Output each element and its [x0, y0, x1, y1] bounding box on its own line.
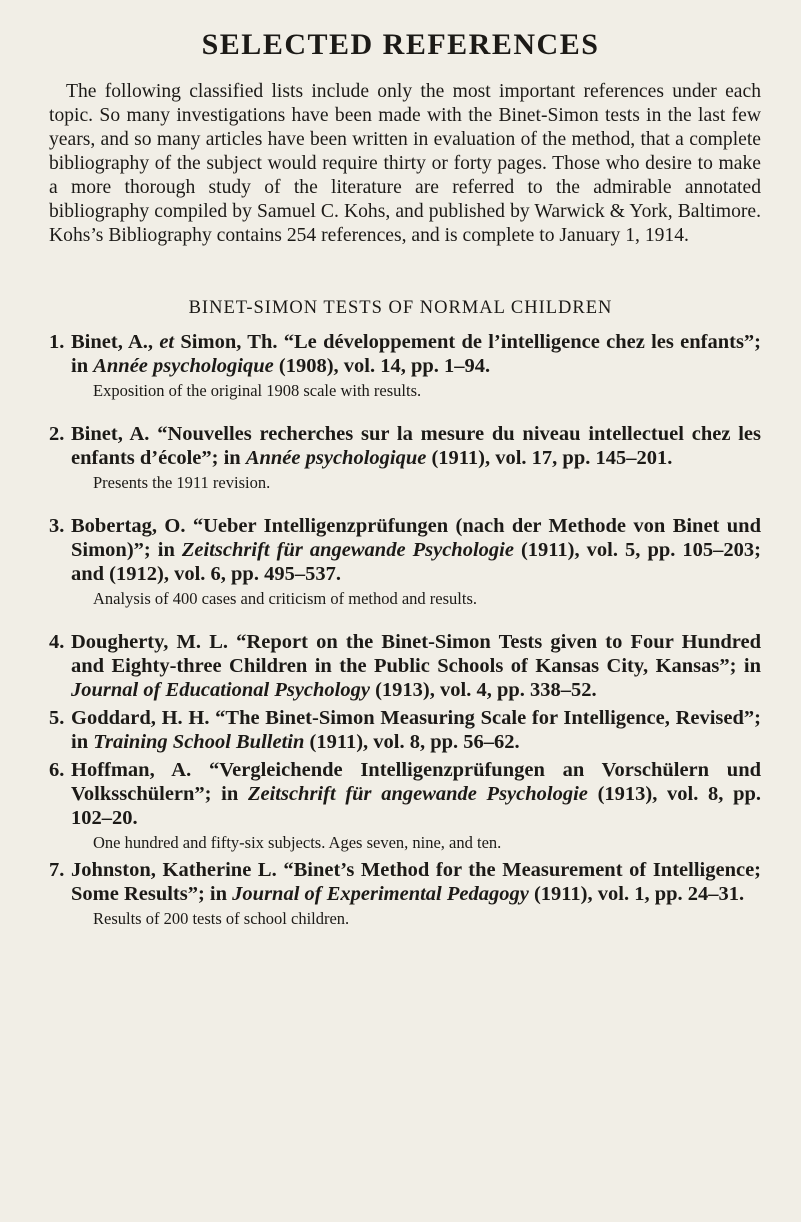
intro-paragraph: The following classified lists include only the most important references under each topic. So many investigations have been made with the Binet-Simon tests in the last few years, and so many articles have been written in evaluation of the method, that a complete bibliography of the subject would require thirty or forty pages. Those who desire to make a more thorough study of the literature are referred to the admirable annotated bibliography compiled by Samuel C. Kohs, and published by Warwick & York, Baltimore. Kohs’s Bibliography contains 254 references, and is complete to January 1, 1914.: [49, 81, 761, 246]
reference-citation: Dougherty, M. L. “Report on the Binet-Simon Tests given to Four Hundred and Eighty-three Children in the Public Schools of Kansas City, Kansas”; in Journal of Educational Psychology (1913), vol. 4, pp. 338–52.: [71, 631, 761, 701]
reference-note: Analysis of 400 cases and criticism of method and results.: [93, 589, 478, 608]
reference-citation: Johnston, Katherine L. “Binet’s Method for the Measurement of Intelligence; Some Results”; in Journal of Experimental Pedagogy (1911), vol. 1, pp. 24–31.: [71, 859, 761, 905]
reference-note: Presents the 1911 revision.: [93, 473, 271, 492]
reference-note: Exposition of the original 1908 scale with results.: [93, 381, 422, 400]
section-heading: BINET-SIMON TESTS OF NORMAL CHILDREN: [188, 298, 613, 318]
reference-citation: Hoffman, A. “Vergleichende Intelligenzprüfungen an Vorschülern und Volksschülern”; in Zeitschrift für angewande Psychologie (1913), vol. 8, pp. 102–20.: [71, 759, 762, 829]
reference-number: 7.: [49, 859, 65, 881]
reference-list: [49, 330, 761, 950]
reference-item: [49, 858, 761, 930]
reference-item: [49, 630, 761, 702]
reference-item: [49, 758, 761, 854]
reference-number: 5.: [49, 707, 65, 729]
reference-number: 6.: [49, 759, 65, 781]
reference-item: [49, 514, 761, 610]
reference-note: One hundred and fifty-six subjects. Ages seven, nine, and ten.: [93, 833, 502, 852]
reference-item: [49, 422, 761, 494]
reference-item: [49, 706, 761, 754]
reference-citation: Goddard, H. H. “The Binet-Simon Measuring Scale for Intelligence, Revised”; in Training School Bulletin (1911), vol. 8, pp. 56–62.: [71, 707, 761, 753]
page-title: SELECTED REFERENCES: [201, 28, 600, 61]
reference-item: [49, 330, 761, 402]
reference-citation: Bobertag, O. “Ueber Intelligenzprüfungen (nach der Methode von Binet und Simon)”; in Zeitschrift für angewande Psychologie (1911), vol. 5, pp. 105–203; and (1912), vol. 6, pp. 495–537.: [71, 515, 761, 585]
reference-citation: Binet, A., et Simon, Th. “Le développement de l’intelligence chez les enfants”; in Année psychologique (1908), vol. 14, pp. 1–94.: [71, 331, 762, 377]
reference-note: Results of 200 tests of school children.: [93, 909, 350, 928]
reference-number: 4.: [49, 631, 65, 653]
reference-citation: Binet, A. “Nouvelles recherches sur la mesure du niveau intellectuel chez les enfants d’école”; in Année psychologique (1911), vol. 17, pp. 145–201.: [71, 423, 761, 469]
reference-number: 2.: [49, 423, 65, 445]
reference-number: 3.: [49, 515, 65, 537]
reference-number: 1.: [49, 331, 65, 353]
